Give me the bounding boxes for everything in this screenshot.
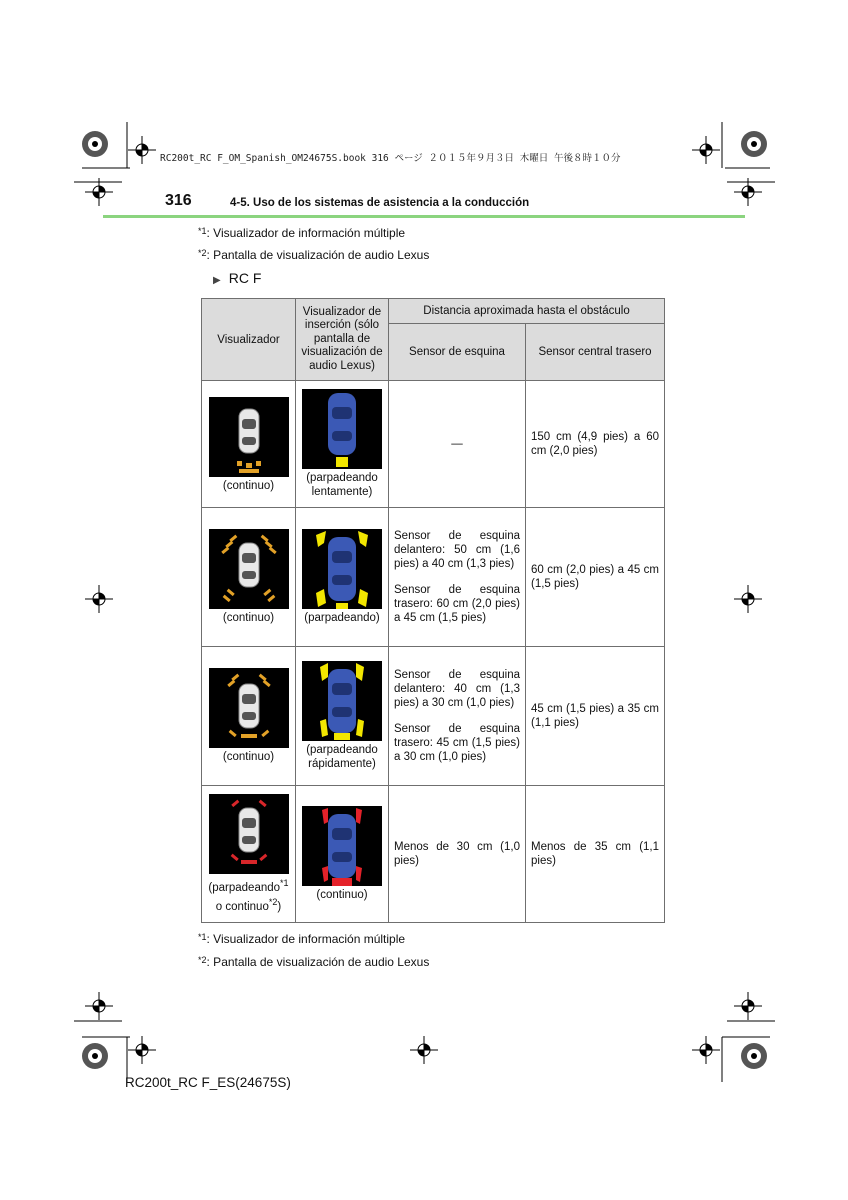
display-cell	[202, 786, 296, 923]
footnote-top-2	[198, 248, 429, 262]
car-display-icon	[209, 397, 289, 477]
rear-sensor-cell: 45 cm (1,5 pies) a 35 cm (1,1 pies)	[526, 647, 665, 786]
header-rule	[103, 215, 745, 218]
footnote-text: : Pantalla de visualización de audio Lexus	[206, 955, 430, 969]
display-cell	[202, 381, 296, 508]
document-code: RC200t_RC F_ES(24675S)	[125, 1075, 291, 1090]
table-row	[202, 786, 665, 923]
header-display: Visualizador	[202, 299, 296, 381]
footnote-top-1	[198, 226, 405, 240]
display-cell	[202, 647, 296, 786]
caption-text: (parpadeando	[208, 881, 281, 894]
inset-image	[302, 661, 382, 741]
table-row	[202, 647, 665, 786]
corner-text: —	[451, 438, 463, 450]
corner-sensor-cell	[389, 381, 526, 508]
subsection-heading-text: RC F	[228, 270, 262, 286]
rear-sensor-cell: 150 cm (4,9 pies) a 60 cm (2,0 pies)	[526, 381, 665, 508]
corner-sensor-cell	[389, 508, 526, 647]
rear-sensor-cell: 60 cm (2,0 pies) a 45 cm (1,5 pies)	[526, 508, 665, 647]
caption-text: )	[277, 900, 282, 913]
footnote-bottom-2	[198, 955, 429, 969]
footnote-mark: *2	[198, 955, 207, 965]
caption-text: o continuo	[215, 900, 269, 913]
car-display-icon	[209, 794, 289, 874]
car-inset-icon	[302, 529, 382, 609]
inset-image	[302, 389, 382, 469]
car-inset-icon	[302, 389, 382, 469]
subsection-heading	[213, 270, 261, 286]
inset-caption: (parpadeando rápidamente)	[306, 744, 378, 770]
header-distance: Distancia aproximada hasta el obstáculo	[389, 299, 665, 324]
car-inset-icon	[302, 661, 382, 741]
inset-cell	[296, 508, 389, 647]
corner-text: Menos de 30 cm (1,0 pies)	[394, 841, 520, 867]
corner-text: Sensor de esquina trasero: 45 cm (1,5 pies) a 30 cm (1,0 pies)	[394, 723, 520, 763]
display-image	[209, 668, 289, 748]
corner-sensor-cell	[389, 786, 526, 923]
inset-image	[302, 806, 382, 886]
car-display-icon	[209, 668, 289, 748]
inset-caption: (parpadeando)	[304, 612, 380, 624]
table-row	[202, 381, 665, 508]
inset-cell	[296, 647, 389, 786]
print-header: RC200t_RC F_OM_Spanish_OM24675S.book 316 ページ ２０１５年９月３日 木曜日 午後８時１０分	[160, 153, 621, 164]
inset-cell	[296, 381, 389, 508]
footnote-mark: *2	[268, 896, 278, 907]
footnote-mark: *1	[280, 878, 289, 888]
inset-image	[302, 529, 382, 609]
corner-sensor-cell	[389, 647, 526, 786]
car-display-icon	[209, 529, 289, 609]
footnote-text: : Visualizador de información múltiple	[206, 226, 406, 240]
inset-caption: (continuo)	[316, 889, 368, 901]
header-inset: Visualizador de inserción (sólo pantalla de visualización de audio Lexus)	[296, 299, 389, 381]
display-caption	[202, 876, 295, 914]
footnote-bottom-1	[198, 932, 405, 946]
display-caption: (continuo)	[222, 612, 275, 624]
header-corner-sensor: Sensor de esquina	[389, 324, 526, 381]
footnote-text: : Visualizador de información múltiple	[206, 932, 406, 946]
corner-text: Sensor de esquina delantero: 50 cm (1,6 pies) a 40 cm (1,3 pies)	[394, 530, 520, 570]
display-caption: (continuo)	[222, 751, 275, 763]
display-image	[209, 397, 289, 477]
section-title: 4-5. Uso de los sistemas de asistencia a la conducción	[230, 197, 530, 209]
corner-text: Sensor de esquina trasero: 60 cm (2,0 pies) a 45 cm (1,5 pies)	[394, 584, 520, 624]
display-caption: (continuo)	[222, 480, 275, 492]
inset-caption: (parpadeando lentamente)	[306, 472, 378, 498]
rear-sensor-cell: Menos de 35 cm (1,1 pies)	[526, 786, 665, 923]
page-number: 316	[165, 192, 192, 209]
footnote-mark: *1	[198, 932, 207, 942]
header-rear-sensor: Sensor central trasero	[526, 324, 665, 381]
footnote-mark: *2	[198, 248, 207, 258]
display-image	[209, 529, 289, 609]
sensor-distance-table	[201, 298, 665, 923]
table-row	[202, 508, 665, 647]
footnote-mark: *1	[198, 226, 207, 236]
display-cell	[202, 508, 296, 647]
triangle-bullet-icon: ▶	[213, 275, 221, 286]
inset-cell	[296, 786, 389, 923]
display-image	[209, 794, 289, 874]
corner-text: Sensor de esquina delantero: 40 cm (1,3 pies) a 30 cm (1,0 pies)	[394, 669, 520, 709]
footnote-text: : Pantalla de visualización de audio Lexus	[206, 248, 430, 262]
car-inset-icon	[302, 806, 382, 886]
